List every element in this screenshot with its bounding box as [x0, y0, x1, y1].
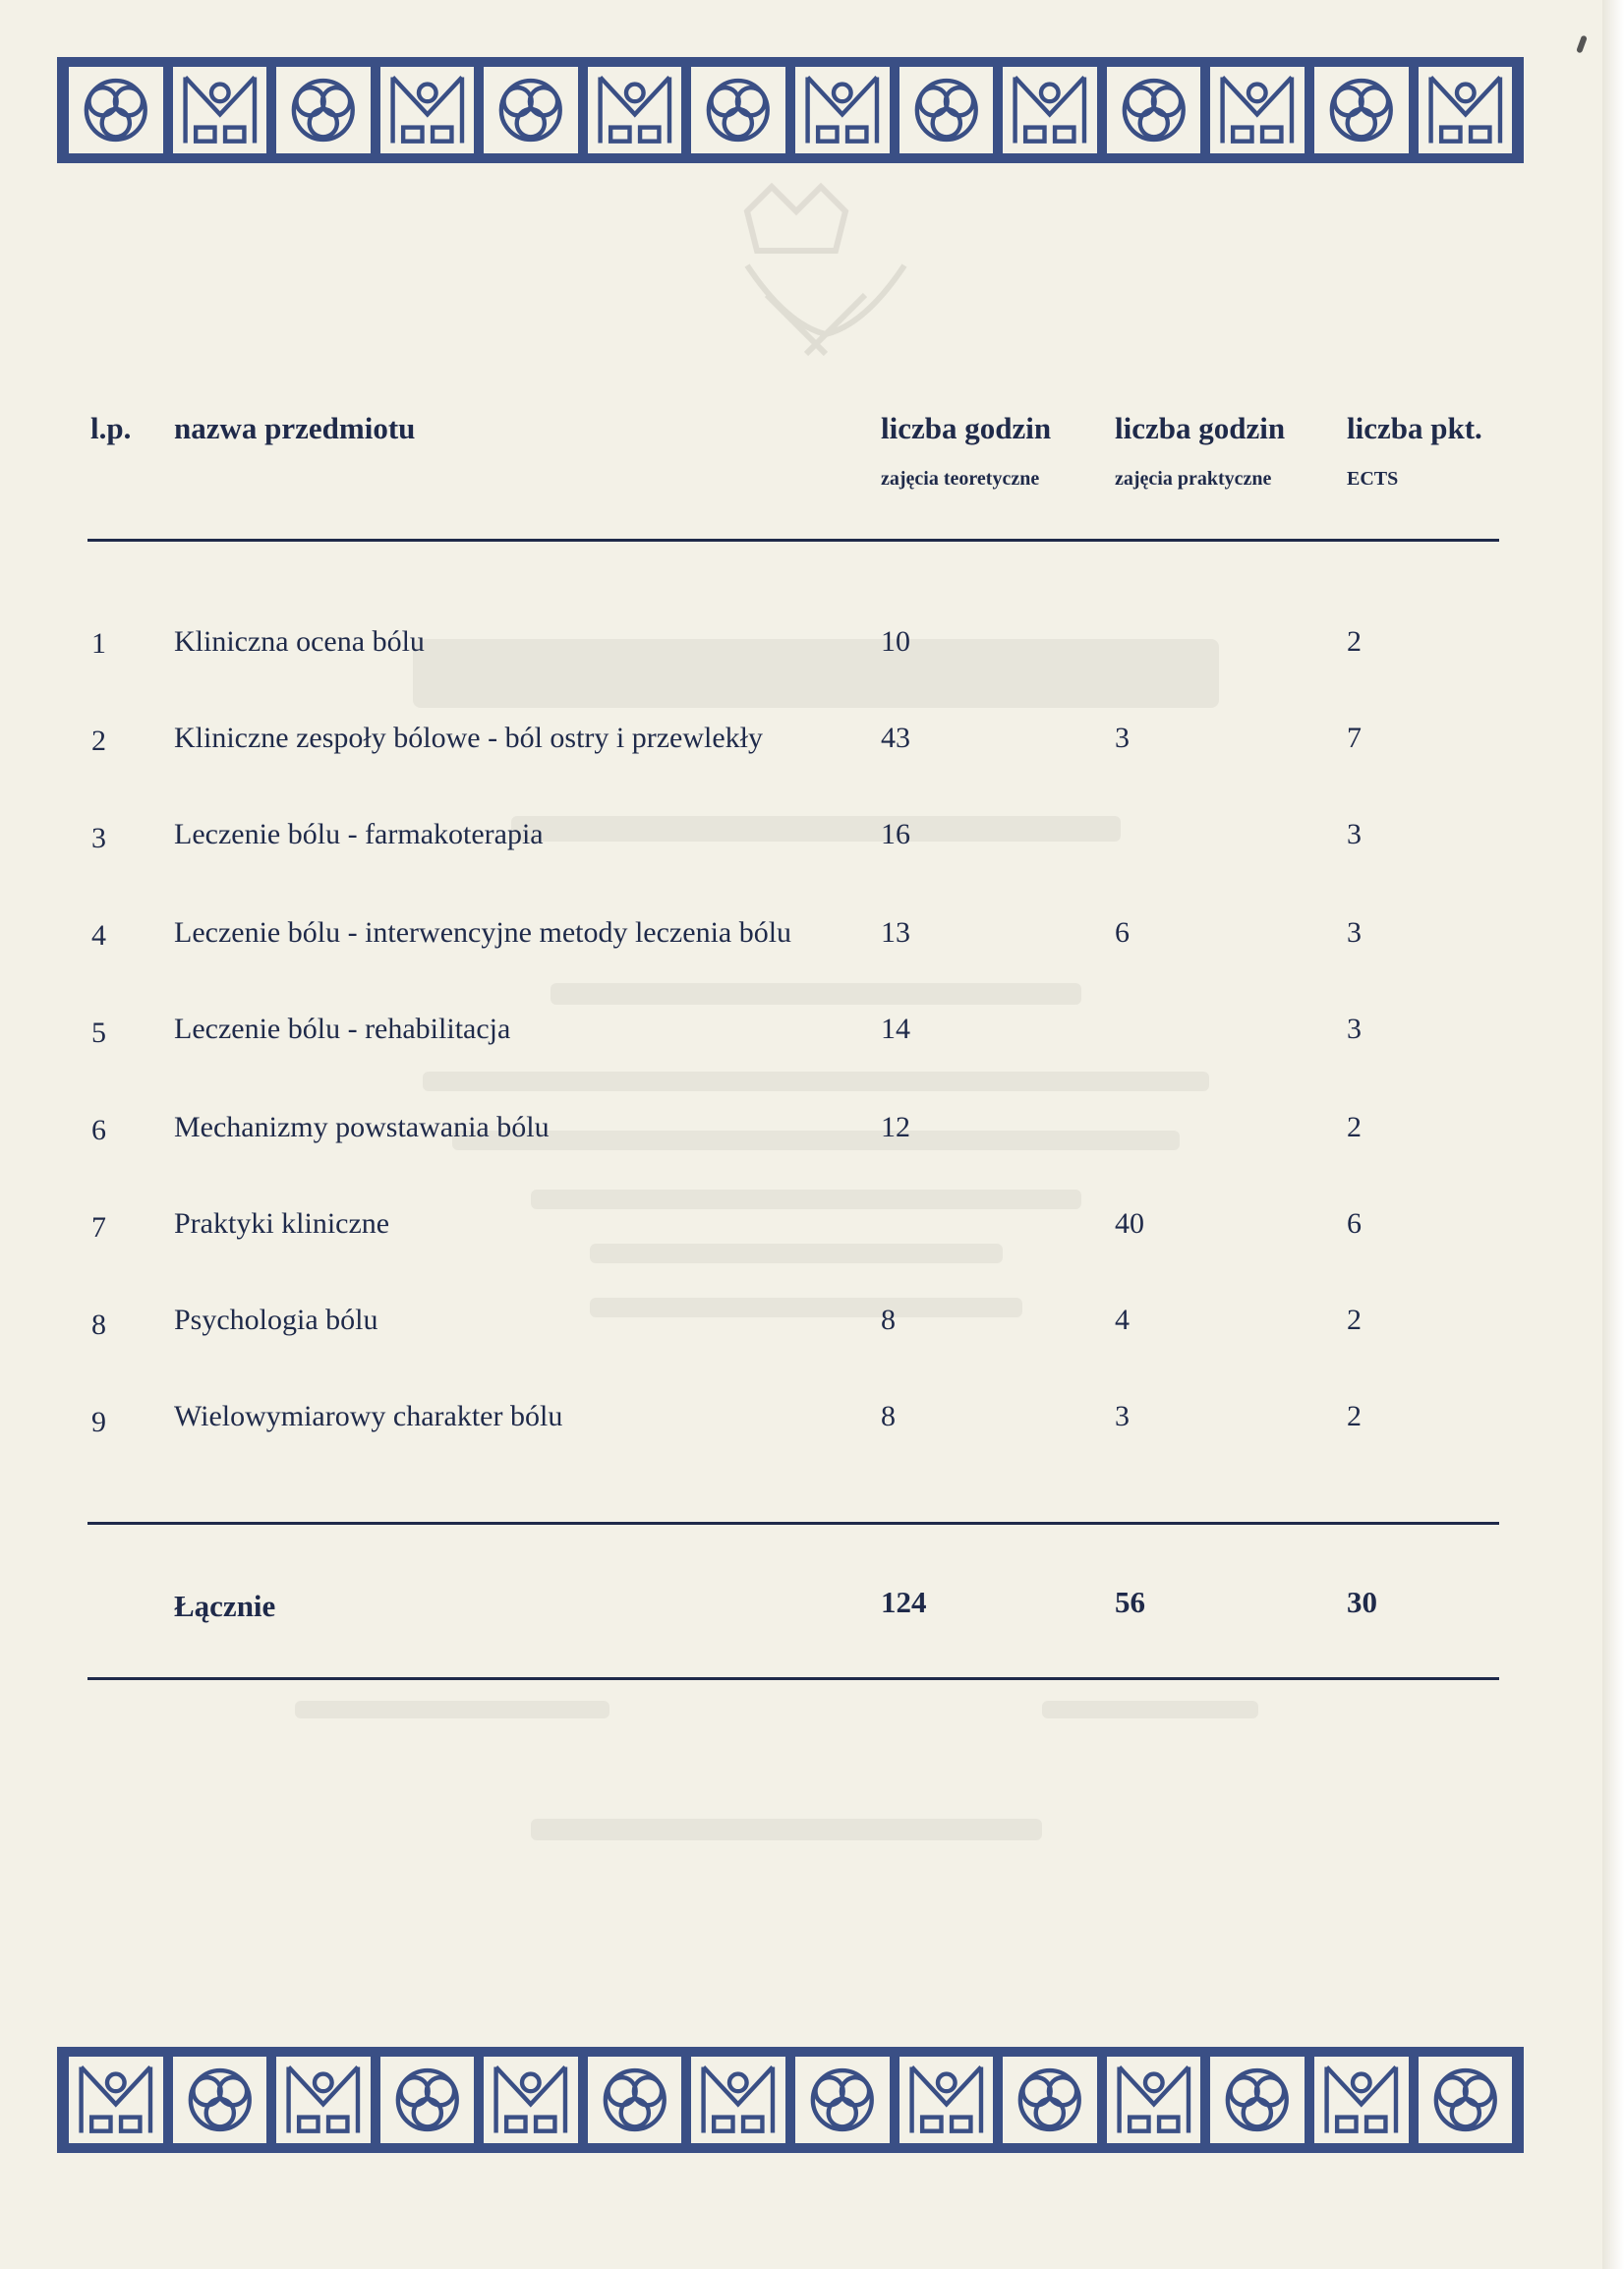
- ornament-tile: [1000, 2054, 1100, 2146]
- header-theory-hours: liczba godzin: [881, 411, 1052, 445]
- header-rule: [87, 539, 1499, 542]
- ornament-tile: [1207, 64, 1307, 156]
- ornament-tile: [897, 64, 997, 156]
- row-ects: 3: [1347, 916, 1362, 949]
- ornament-tile: [1311, 64, 1412, 156]
- row-ects: 2: [1347, 625, 1362, 658]
- row-ects: 6: [1347, 1207, 1362, 1240]
- header-subject-name: nazwa przedmiotu: [174, 411, 416, 445]
- decorative-border-bottom: [57, 2047, 1524, 2153]
- ornament-tile: [1311, 2054, 1412, 2146]
- header-ects-sub: ECTS: [1347, 468, 1399, 490]
- row-practice: 40: [1115, 1207, 1144, 1240]
- row-theory: 10: [881, 625, 910, 658]
- row-theory: 8: [881, 1304, 896, 1336]
- ornament-tile: [585, 2054, 685, 2146]
- row-ects: 7: [1347, 722, 1362, 754]
- ornament-tile: [1000, 64, 1100, 156]
- total-ects: 30: [1347, 1585, 1377, 1619]
- row-subject: Leczenie bólu - farmakoterapia: [174, 818, 544, 850]
- total-top-rule: [87, 1522, 1499, 1525]
- ornament-tile: [1416, 2054, 1516, 2146]
- total-bottom-rule: [87, 1677, 1499, 1680]
- row-practice: 6: [1115, 916, 1130, 949]
- row-lp: 6: [91, 1114, 106, 1146]
- row-subject: Wielowymiarowy charakter bólu: [174, 1400, 563, 1432]
- row-ects: 2: [1347, 1400, 1362, 1432]
- ornament-tile: [273, 64, 374, 156]
- decorative-border-top: [57, 57, 1524, 163]
- row-subject: Leczenie bólu - rehabilitacja: [174, 1013, 511, 1045]
- row-theory: 43: [881, 722, 910, 754]
- page-edge-shadow: [1602, 0, 1624, 2269]
- ornament-tile: [1416, 64, 1516, 156]
- row-practice: 3: [1115, 1400, 1130, 1432]
- header-practice-hours: liczba godzin: [1115, 411, 1286, 445]
- ornament-tile: [481, 2054, 581, 2146]
- header-ects: liczba pkt.: [1347, 411, 1482, 445]
- ornament-tile: [792, 2054, 893, 2146]
- ornament-tile: [66, 2054, 166, 2146]
- row-lp: 3: [91, 822, 106, 854]
- row-lp: 8: [91, 1309, 106, 1341]
- total-theory: 124: [881, 1585, 927, 1619]
- row-subject: Kliniczne zespoły bólowe - ból ostry i przewlekły: [174, 722, 764, 754]
- row-ects: 2: [1347, 1304, 1362, 1336]
- row-theory: 13: [881, 916, 910, 949]
- ornament-tile: [688, 2054, 788, 2146]
- row-practice: 3: [1115, 722, 1130, 754]
- row-theory: 12: [881, 1111, 910, 1143]
- row-ects: 3: [1347, 818, 1362, 850]
- header-theory-sub: zajęcia teoretyczne: [881, 468, 1040, 490]
- row-subject: Psychologia bólu: [174, 1304, 378, 1336]
- ornament-tile: [585, 64, 685, 156]
- row-lp: 7: [91, 1211, 106, 1244]
- row-lp: 1: [91, 627, 106, 660]
- ornament-tile: [377, 64, 478, 156]
- ornament-tile: [66, 64, 166, 156]
- ornament-tile: [273, 2054, 374, 2146]
- ornament-tile: [792, 64, 893, 156]
- ornament-tile: [170, 2054, 270, 2146]
- total-label: Łącznie: [174, 1589, 276, 1623]
- ornament-tile: [688, 64, 788, 156]
- row-theory: 16: [881, 818, 910, 850]
- row-theory: 14: [881, 1013, 910, 1045]
- ornament-tile: [377, 2054, 478, 2146]
- header-lp: l.p.: [90, 411, 132, 445]
- row-lp: 2: [91, 725, 106, 757]
- ornament-tile: [170, 64, 270, 156]
- row-ects: 2: [1347, 1111, 1362, 1143]
- ornament-tile: [897, 2054, 997, 2146]
- header-practice-sub: zajęcia praktyczne: [1115, 468, 1272, 490]
- row-lp: 4: [91, 919, 106, 952]
- ornament-tile: [481, 64, 581, 156]
- ornament-tile: [1207, 2054, 1307, 2146]
- ornament-tile: [1104, 64, 1204, 156]
- row-subject: Mechanizmy powstawania bólu: [174, 1111, 550, 1143]
- row-practice: 4: [1115, 1304, 1130, 1336]
- row-subject: Leczenie bólu - interwencyjne metody leczenia bólu: [174, 916, 792, 949]
- row-theory: 8: [881, 1400, 896, 1432]
- ornament-tile: [1104, 2054, 1204, 2146]
- row-ects: 3: [1347, 1013, 1362, 1045]
- row-lp: 5: [91, 1017, 106, 1049]
- row-subject: Kliniczna ocena bólu: [174, 625, 425, 658]
- total-practice: 56: [1115, 1585, 1145, 1619]
- row-subject: Praktyki kliniczne: [174, 1207, 390, 1240]
- row-lp: 9: [91, 1406, 106, 1438]
